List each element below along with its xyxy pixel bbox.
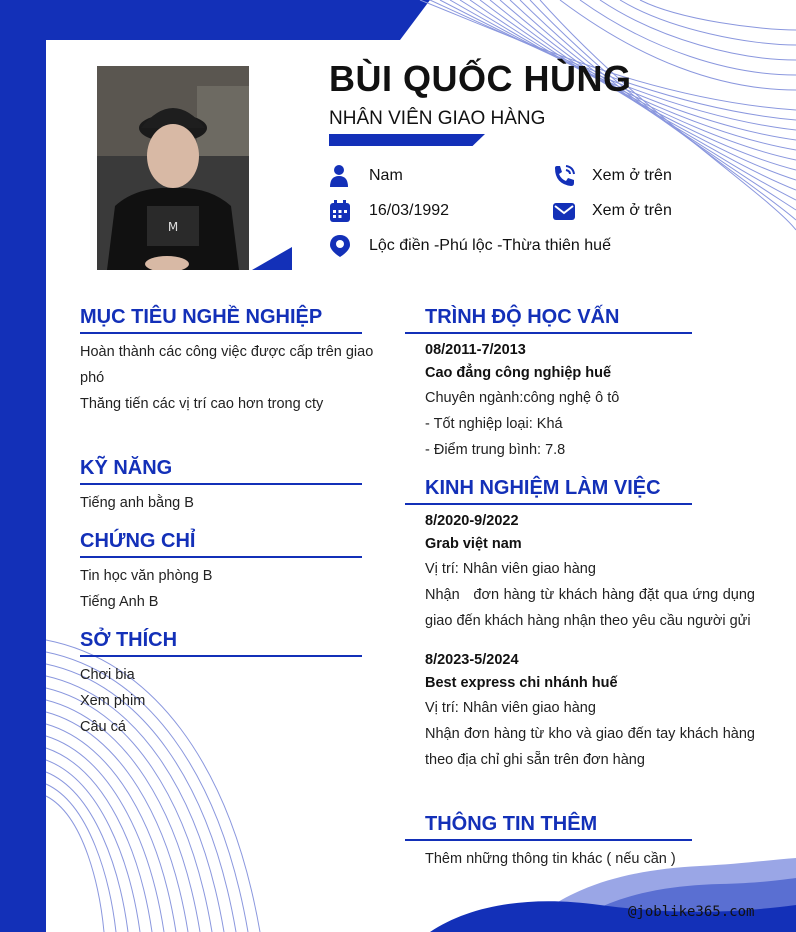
candidate-name: BÙI QUỐC HÙNG bbox=[329, 58, 632, 99]
objective-line-1: Hoàn thành các công việc được cấp trên giao bbox=[80, 344, 374, 360]
extra-info-heading: THÔNG TIN THÊM bbox=[425, 813, 598, 835]
job-description: theo địa chỉ ghi sẵn trên đơn hàng bbox=[425, 752, 645, 768]
education-major: Chuyên ngành:công nghệ ô tô bbox=[425, 390, 620, 406]
job-description: Nhận đơn hàng từ khách hàng đặt qua ứng dụng bbox=[425, 587, 755, 603]
job-company: Grab việt nam bbox=[425, 536, 522, 552]
extra-info-text: Thêm những thông tin khác ( nếu cần ) bbox=[425, 851, 676, 867]
experience-divider bbox=[405, 503, 692, 505]
job-company: Best express chi nhánh huế bbox=[425, 675, 618, 691]
hobby-item: Chơi bia bbox=[80, 667, 135, 683]
gender-text: Nam bbox=[369, 167, 403, 184]
hobby-item: Xem phim bbox=[80, 693, 146, 709]
job-period: 8/2023-5/2024 bbox=[425, 652, 519, 668]
certificates-divider bbox=[80, 556, 362, 558]
education-divider bbox=[405, 332, 692, 334]
calendar-icon bbox=[328, 199, 352, 223]
job-position: Vị trí: Nhân viên giao hàng bbox=[425, 700, 596, 716]
email-icon bbox=[552, 199, 576, 223]
certificate-item: Tiếng Anh B bbox=[80, 594, 159, 610]
address-text: Lộc điền -Phú lộc -Thừa thiên huế bbox=[369, 237, 611, 254]
svg-text:M: M bbox=[167, 220, 179, 234]
extra-info-divider bbox=[405, 839, 692, 841]
objective-heading: MỤC TIÊU NGHỀ NGHIỆP bbox=[80, 306, 323, 328]
education-heading: TRÌNH ĐỘ HỌC VẤN bbox=[425, 306, 620, 328]
phone-text: Xem ở trên bbox=[592, 167, 672, 184]
dob-text: 16/03/1992 bbox=[369, 202, 450, 219]
phone-icon bbox=[552, 164, 576, 188]
job-description: Nhận đơn hàng từ kho và giao đến tay khách hàng bbox=[425, 726, 755, 742]
photo-corner-accent bbox=[252, 247, 292, 270]
education-school: Cao đẳng công nghiệp huế bbox=[425, 365, 612, 381]
education-gpa: - Điểm trung bình: 7.8 bbox=[425, 442, 566, 458]
education-grade: - Tốt nghiệp loại: Khá bbox=[425, 416, 563, 432]
job-description: giao đến khách hàng nhận theo yêu cầu người gửi bbox=[425, 613, 751, 629]
job-period: 8/2020-9/2022 bbox=[425, 513, 519, 529]
certificate-item: Tin học văn phòng B bbox=[80, 568, 213, 584]
hobby-item: Câu cá bbox=[80, 719, 126, 735]
skills-heading: KỸ NĂNG bbox=[80, 457, 173, 479]
user-icon bbox=[328, 164, 352, 188]
title-underline bbox=[329, 134, 485, 146]
certificates-heading: CHỨNG CHỈ bbox=[80, 530, 196, 552]
watermark: @joblike365.com bbox=[628, 904, 755, 920]
hobbies-heading: SỞ THÍCH bbox=[80, 629, 178, 651]
hobbies-divider bbox=[80, 655, 362, 657]
objective-line-3: Thăng tiến các vị trí cao hơn trong cty bbox=[80, 396, 324, 412]
location-pin-icon bbox=[328, 234, 352, 258]
profile-photo bbox=[97, 66, 249, 270]
education-period: 08/2011-7/2013 bbox=[425, 342, 526, 358]
skills-divider bbox=[80, 483, 362, 485]
experience-heading: KINH NGHIỆM LÀM VIỆC bbox=[425, 477, 661, 499]
skill-item: Tiếng anh bằng B bbox=[80, 495, 194, 511]
objective-line-2: phó bbox=[80, 370, 105, 386]
job-title: NHÂN VIÊN GIAO HÀNG bbox=[329, 108, 546, 129]
email-text: Xem ở trên bbox=[592, 202, 672, 219]
job-position: Vị trí: Nhân viên giao hàng bbox=[425, 561, 596, 577]
objective-divider bbox=[80, 332, 362, 334]
